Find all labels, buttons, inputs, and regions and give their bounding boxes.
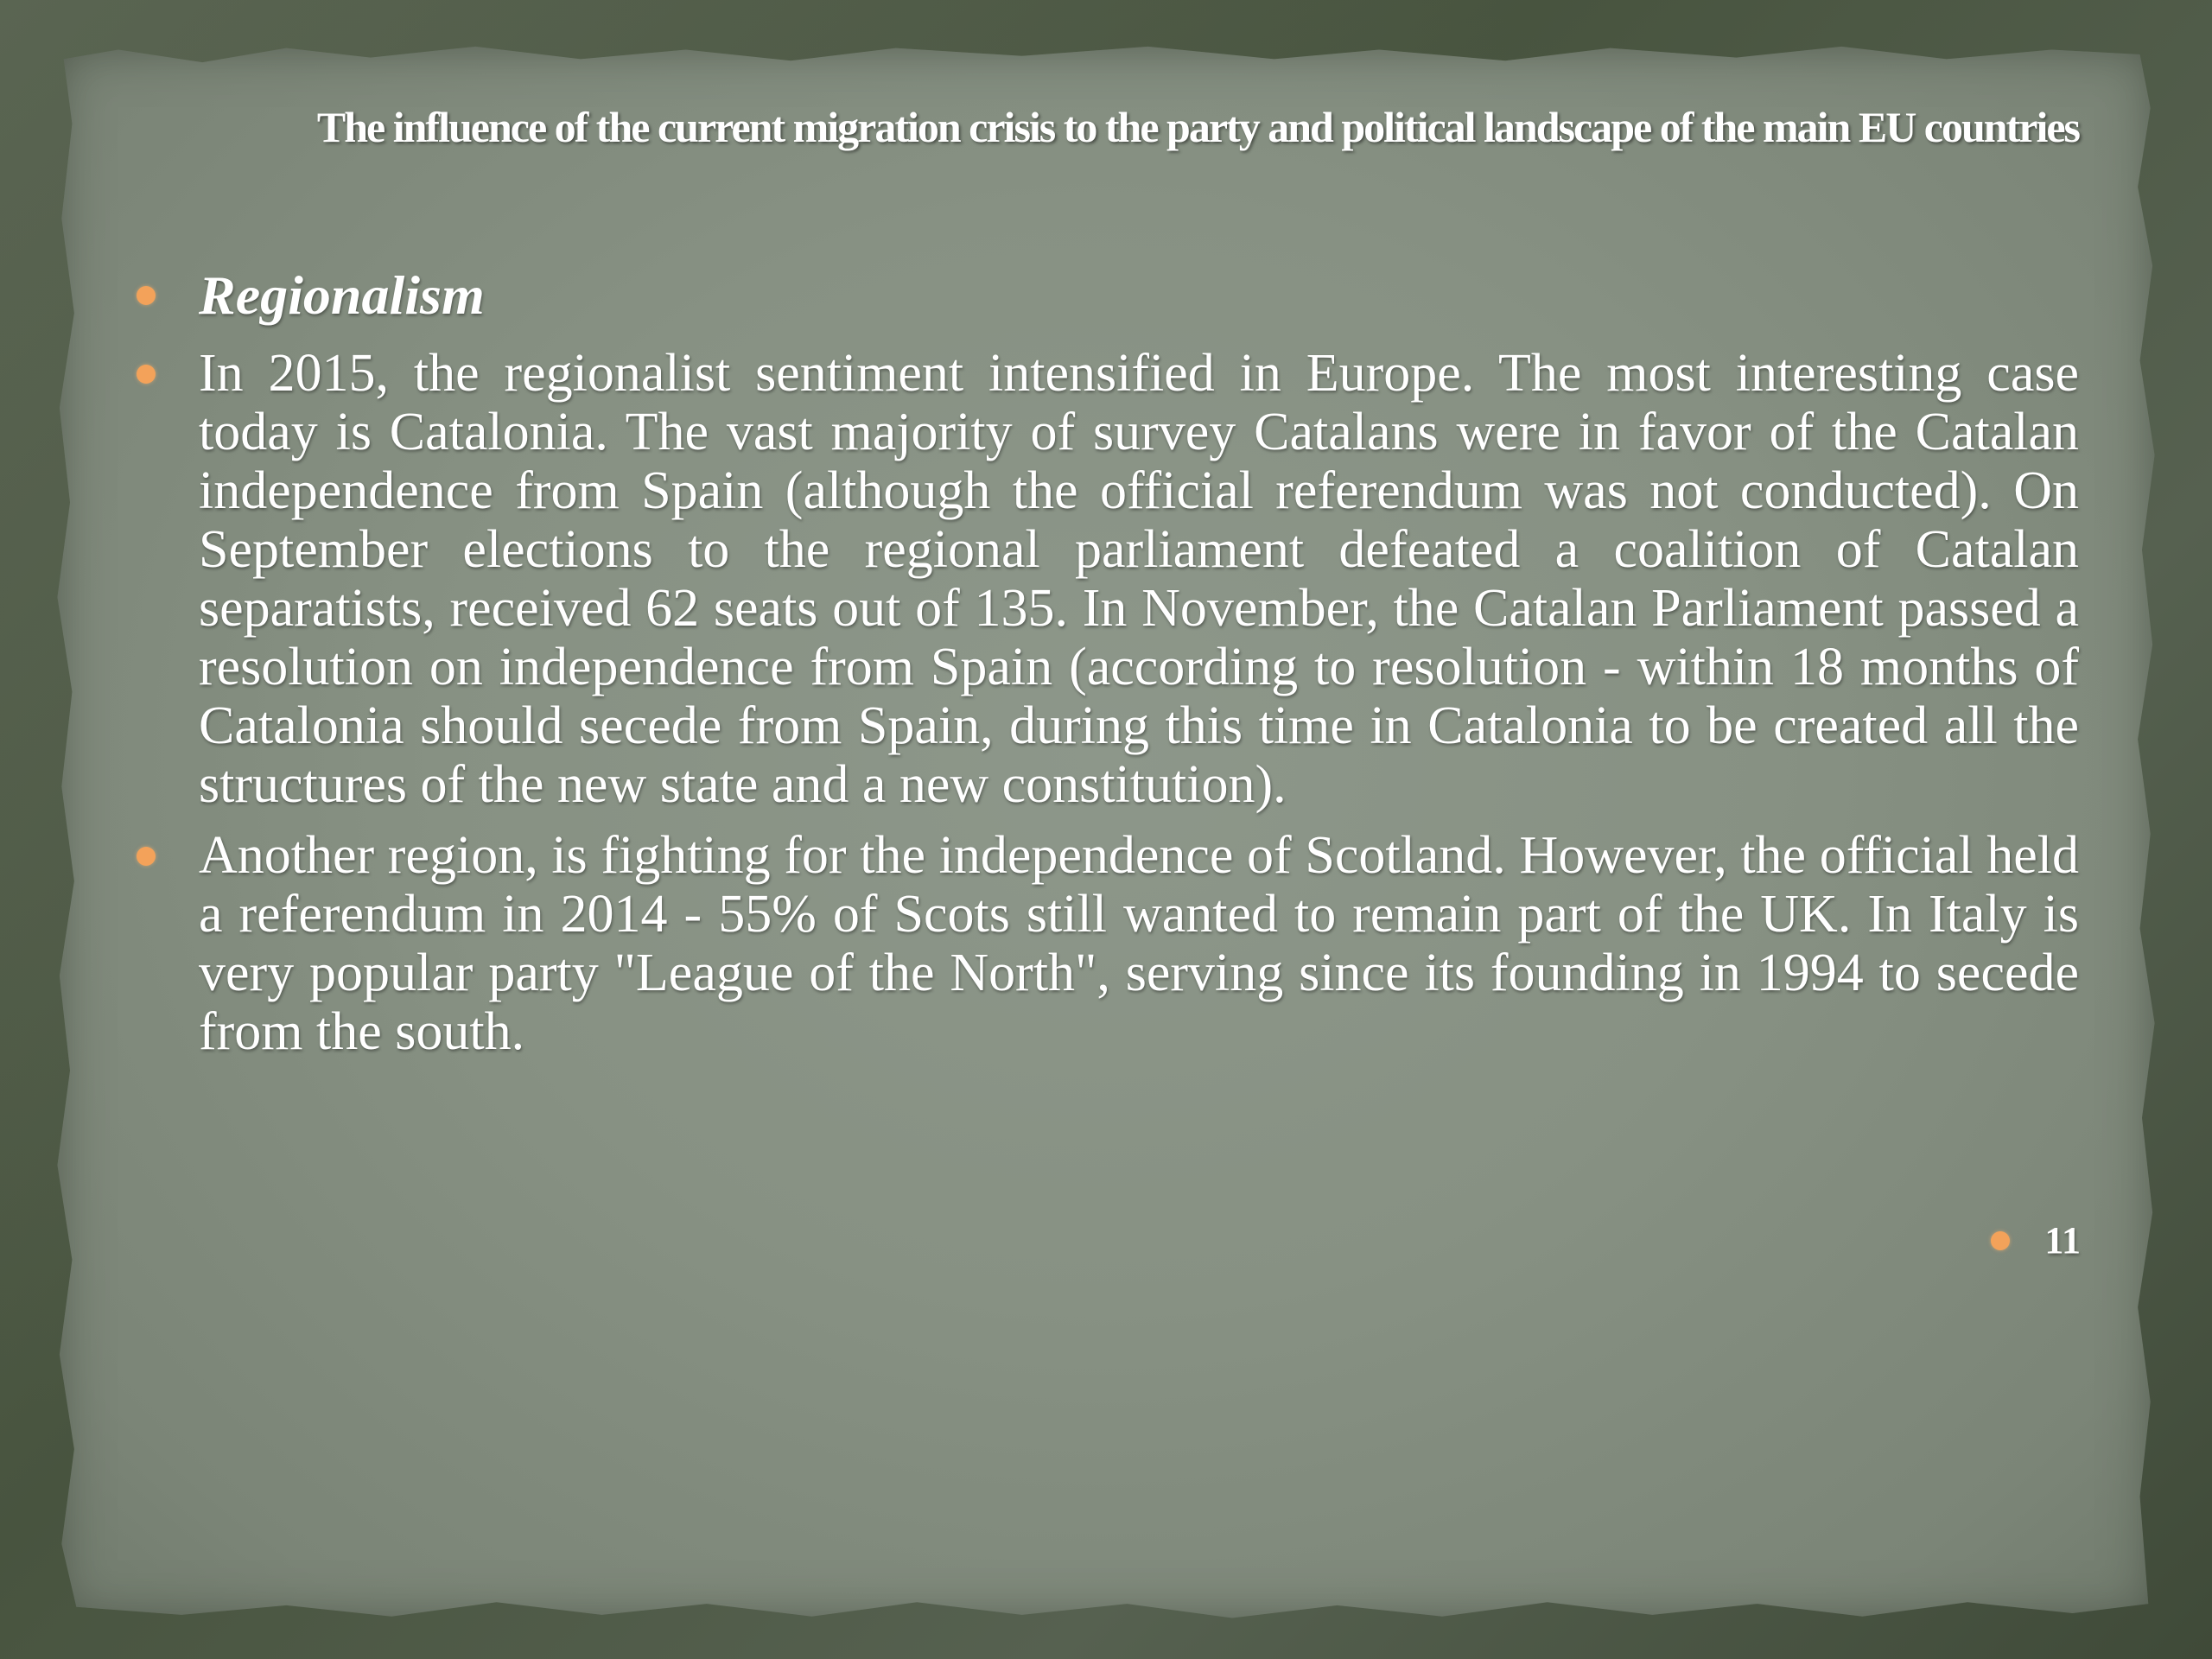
slide-title: The influence of the current migration crisis to the party and political landscape of the main EU countries (316, 103, 2079, 151)
bullet-dot-icon (1991, 1231, 2010, 1250)
bullet-dot-icon (137, 286, 156, 305)
bullet-scotland-text: Another region, is fighting for the independence of Scotland. However, the official held a referendum in 2014 - 55% of Scots still wanted to remain part of the UK. In Italy is very popular party "League of the North", serving since its founding in 1994 to secede from the south. (199, 826, 2079, 1061)
page-number-text: 11 (2044, 1219, 2081, 1262)
bullet-heading-text: Regionalism (199, 264, 485, 326)
bullet-item-scotland (130, 826, 2079, 1061)
bullet-item-heading (130, 259, 2079, 332)
bullet-dot-icon (137, 365, 156, 384)
slide-body (130, 259, 2079, 1073)
bullet-item-catalonia (130, 344, 2079, 814)
page-number (1991, 1218, 2081, 1262)
bullet-catalonia-text: In 2015, the regionalist sentiment intensified in Europe. The most interesting case today is Catalonia. The vast majority of survey Catalans were in favor of the Catalan independence from Spain (although the official referendum was not conducted). On September elections to the regional parliament defeated a coalition of Catalan separatists, received 62 seats out of 135. In November, the Catalan Parliament passed a resolution on independence from Spain (according to resolution - within 18 months of Catalonia should secede from Spain, during this time in Catalonia to be created all the structures of the new state and a new constitution). (199, 344, 2079, 814)
bullet-dot-icon (137, 847, 156, 866)
